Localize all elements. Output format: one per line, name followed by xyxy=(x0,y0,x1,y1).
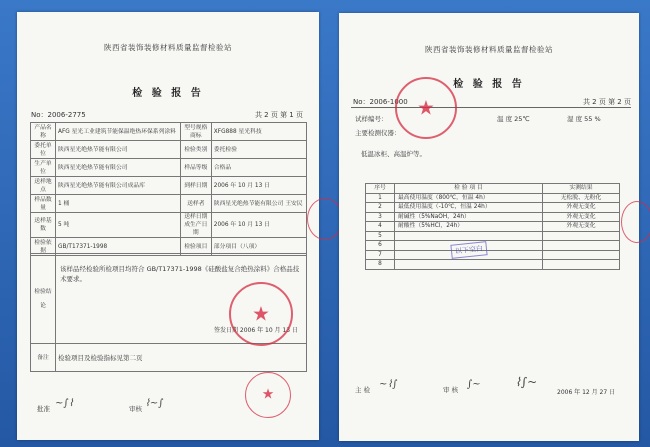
test-item xyxy=(395,231,543,241)
inspector-signature: ~⌇∫ xyxy=(379,379,398,390)
conclusion-label: 检验结论 xyxy=(31,254,56,344)
row-number: 1 xyxy=(366,193,395,203)
field-label: 送样地点 xyxy=(31,177,56,195)
test-result xyxy=(543,250,620,260)
review-signature: ⌇~∫ xyxy=(145,398,164,409)
field-value: 5 吨 xyxy=(56,213,181,238)
field-value: XFG888 星光科技 xyxy=(211,123,306,141)
field-value: 1 桶 xyxy=(56,195,181,213)
issue-date: 签发日期 2006 年 10 月 13 日 xyxy=(214,327,298,334)
field-value: 合格品 xyxy=(211,159,306,177)
row-number: 5 xyxy=(366,231,395,241)
approve-label: 批准 xyxy=(37,405,50,413)
conclusion-text: 该样品经检验所检项目均符合 GB/T17371-1998《硅酸盐复合绝热涂料》合格品技术要求。 xyxy=(60,265,300,283)
field-label: 送样者 xyxy=(180,195,211,213)
info-table xyxy=(30,122,307,256)
equipment-label: 主要检测仪器： xyxy=(355,129,401,137)
col-result: 实测结果 xyxy=(543,184,620,194)
test-result: 外观无变化 xyxy=(543,222,620,232)
report-title: 检 验 报 告 xyxy=(453,79,525,90)
result-row xyxy=(366,260,620,270)
inspector-label: 主 检 xyxy=(355,386,371,394)
equipment-value: 低温冰柜、高温炉等。 xyxy=(361,150,426,158)
info-row xyxy=(31,141,307,159)
official-seal: ★ xyxy=(395,77,457,139)
field-value: 陕西星光绝热节能有限公司 xyxy=(56,159,181,177)
field-label: 到样日期 xyxy=(180,177,211,195)
row-number: 2 xyxy=(366,203,395,213)
info-row xyxy=(31,123,307,141)
test-item: 耐酸性（5%HCl，24h） xyxy=(395,222,543,232)
field-label: 检验类别 xyxy=(180,141,211,159)
temperature: 温 度 25℃ xyxy=(497,115,530,123)
field-value: 委托检验 xyxy=(211,141,306,159)
organization-name: 陕西省装饰装修材料质量监督检验站 xyxy=(425,45,553,54)
humidity: 湿 度 55 % xyxy=(567,115,601,123)
field-value: 陕西星光绝热节能有限公司成品库 xyxy=(56,177,181,195)
test-result xyxy=(543,231,620,241)
field-value: 陕西星光绝热节能有限公司 王安民 xyxy=(211,195,306,213)
result-row xyxy=(366,241,620,251)
approver-signature: ⌇∫~ xyxy=(515,375,538,389)
signature-seal: ★ xyxy=(245,372,291,418)
row-number: 7 xyxy=(366,250,395,260)
test-result: 外观无变化 xyxy=(543,212,620,222)
result-row xyxy=(366,212,620,222)
field-label: 产品名称 xyxy=(31,123,56,141)
test-result: 外观无变化 xyxy=(543,203,620,213)
row-number: 8 xyxy=(366,260,395,270)
field-label: 样品等级 xyxy=(180,159,211,177)
result-row xyxy=(366,250,620,260)
row-number: 4 xyxy=(366,222,395,232)
field-value: 2006 年 10 月 13 日 xyxy=(211,177,306,195)
field-label: 型号规格商标 xyxy=(180,123,211,141)
row-number: 6 xyxy=(366,241,395,251)
report-number: No：2006-1000 xyxy=(353,98,408,106)
review-signature: ∫~ xyxy=(467,379,481,390)
field-label: 送样基数 xyxy=(31,213,56,238)
test-result xyxy=(543,241,620,251)
blank-below-chop: 以下空白 xyxy=(450,241,487,259)
test-result xyxy=(543,260,620,270)
row-number: 3 xyxy=(366,212,395,222)
page-indicator: 共 2 页 第 1 页 xyxy=(254,111,303,119)
field-value: GB/T17371-1998 xyxy=(56,238,181,256)
remark-label: 备注 xyxy=(31,344,56,372)
review-label: 审 核 xyxy=(443,386,459,394)
field-value: 2006 年 10 月 13 日 xyxy=(211,213,306,238)
field-value: 部分项目（八项） xyxy=(211,238,306,256)
test-item: 最高使用温度（800℃，恒温 4h） xyxy=(395,193,543,203)
test-item xyxy=(395,260,543,270)
field-label: 生产单位 xyxy=(31,159,56,177)
report-title: 检 验 报 告 xyxy=(132,88,204,99)
result-row xyxy=(366,193,620,203)
official-seal: ★ xyxy=(229,282,293,346)
field-label: 送样日期成生产日期 xyxy=(180,213,211,238)
sample-id-label: 试样编号： xyxy=(355,115,388,123)
remark-text: 检验项目及检验指标见第二页 xyxy=(56,344,307,372)
review-label: 审核 xyxy=(129,405,142,413)
field-value: AFG 星光工业建筑节能保温绝热环保系列涂料 xyxy=(56,123,181,141)
result-row xyxy=(366,222,620,232)
report-number: No：2006-2775 xyxy=(31,111,86,119)
results-table xyxy=(365,183,620,270)
organization-name: 陕西省装饰装修材料质量监督检验站 xyxy=(104,43,232,52)
info-row xyxy=(31,177,307,195)
field-value: 陕西星光绝热节能有限公司 xyxy=(56,141,181,159)
col-item: 检 验 项 目 xyxy=(395,184,543,194)
page-indicator: 共 2 页 第 2 页 xyxy=(582,98,631,106)
info-row xyxy=(31,195,307,213)
edge-seal xyxy=(621,201,650,243)
edge-seal xyxy=(307,198,343,240)
info-row xyxy=(31,213,307,238)
report-date: 2006 年 12 月 27 日 xyxy=(557,389,616,396)
field-label: 检验依据 xyxy=(31,238,56,256)
info-row xyxy=(31,159,307,177)
field-label: 委托单位 xyxy=(31,141,56,159)
divider xyxy=(351,107,631,108)
col-no: 序号 xyxy=(366,184,395,194)
test-item: 最低使用温度（-10℃，恒温 24h） xyxy=(395,203,543,213)
test-result: 无松脱、无粉化 xyxy=(543,193,620,203)
result-row xyxy=(366,203,620,213)
report-page-1 xyxy=(17,12,319,440)
field-label: 样品数量 xyxy=(31,195,56,213)
report-page-2 xyxy=(339,13,639,441)
result-row xyxy=(366,231,620,241)
field-label: 检验项目 xyxy=(180,238,211,256)
test-item: 耐碱性（5%NaOH，24h） xyxy=(395,212,543,222)
approve-signature: ~∫⌇ xyxy=(55,398,74,409)
